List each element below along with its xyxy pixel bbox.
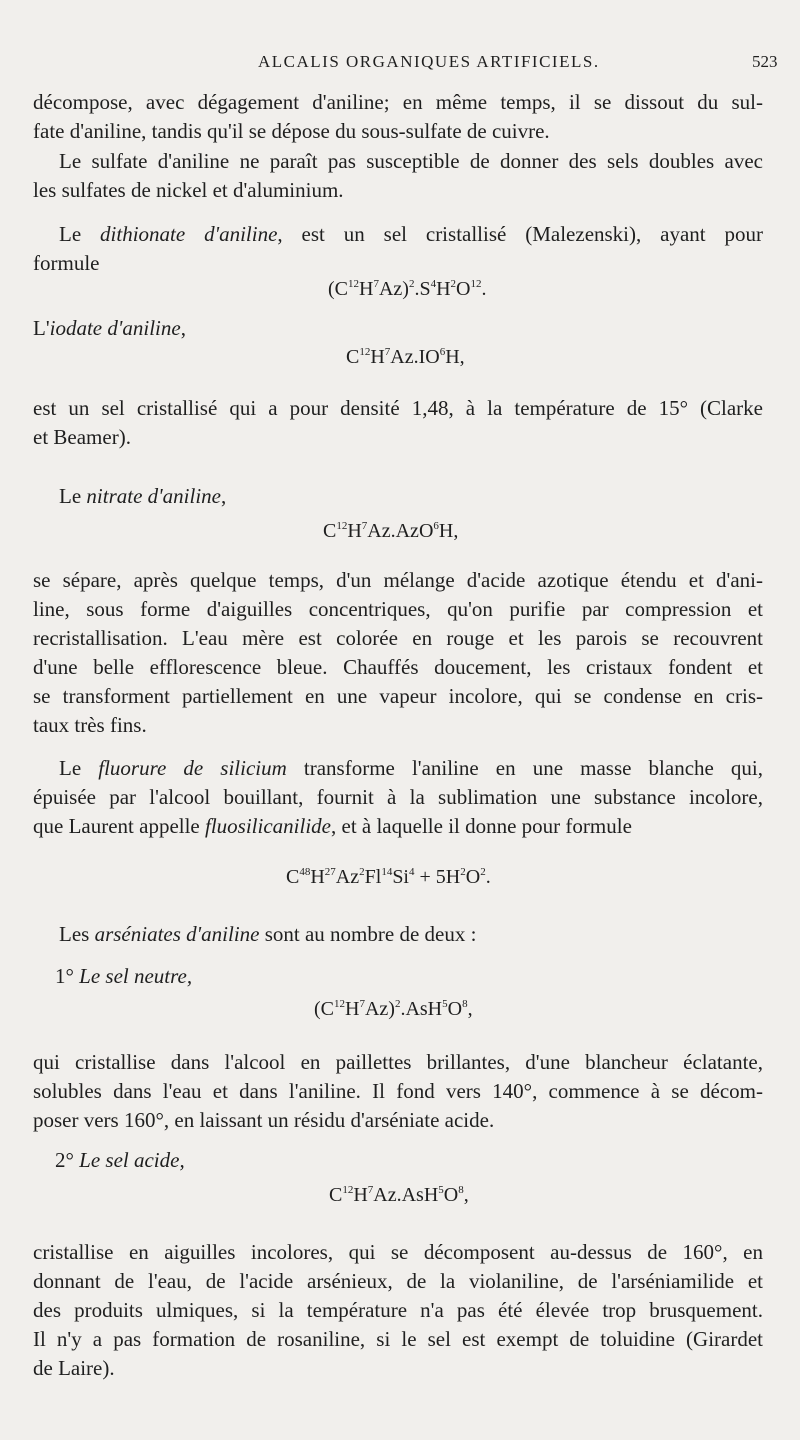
formula-sel-acide <box>329 1184 469 1207</box>
paragraph-iodate <box>33 314 763 343</box>
formula-index: 12 <box>334 998 345 1010</box>
text-line: line, sous forme d'aiguilles concentriques, qu'on purifie par compression et <box>33 597 763 621</box>
text-line: donnant de l'eau, de l'acide arsénieux, de la violaniline, de l'arséniamilide et <box>33 1269 763 1293</box>
formula-index: 2 <box>460 866 466 878</box>
formula-index: 7 <box>373 278 379 290</box>
formula-part: H <box>359 278 374 300</box>
heading-sel-acide <box>33 1146 763 1175</box>
formula-part: O <box>443 1184 459 1206</box>
formula-part: C <box>329 1184 343 1206</box>
text-line: recristallisation. L'eau mère est colorée en rouge et les parois se recouvrent <box>33 626 763 650</box>
formula-part: , <box>467 998 473 1020</box>
running-header <box>0 52 800 76</box>
formula-part: C <box>286 866 300 888</box>
formula-index: 7 <box>361 520 368 532</box>
paragraph-sel-acide-desc <box>33 1238 763 1383</box>
text-line <box>33 754 763 783</box>
text-line: des produits ulmiques, si la température n'a pas été élevée trop brusquement. <box>33 1298 763 1322</box>
text-line: épuisée par l'alcool bouillant, fournit à la sublimation une substance incolore, <box>33 785 763 809</box>
paragraph-iodate-desc <box>33 394 763 452</box>
formula-part: C <box>323 520 337 542</box>
compound-name: Le sel acide, <box>79 1148 185 1172</box>
formula-index: 12 <box>342 1184 354 1196</box>
formula-part: O <box>456 278 471 300</box>
compound-name: dithionate d'aniline <box>100 222 278 246</box>
formula-dithionate <box>328 278 486 301</box>
paragraph-dithionate <box>33 220 763 278</box>
formula-index: 4 <box>409 866 415 878</box>
formula-part: H <box>347 520 362 542</box>
formula-index: 12 <box>359 346 371 358</box>
paragraph-arseniates <box>33 920 763 949</box>
text-line: d'une belle efflorescence bleue. Chauffés doucement, les cristaux fondent et <box>33 655 763 679</box>
text-line: est un sel cristallisé qui a pour densité 1,48, à la température de 15° (Clarke <box>33 396 763 420</box>
paragraph-fluorure <box>33 754 763 841</box>
list-number: 1° <box>55 964 74 988</box>
text-run: , et à laquelle il donne pour formule <box>331 814 632 838</box>
formula-part: Az.IO <box>390 346 440 368</box>
paragraph-copper-sulfate <box>33 88 763 146</box>
formula-part: (C <box>328 278 348 300</box>
formula-part: H <box>370 346 385 368</box>
formula-index: 8 <box>462 998 468 1010</box>
compound-name: arséniates d'aniline <box>94 922 260 946</box>
formula-part: O <box>447 998 463 1020</box>
text-line: décompose, avec dégagement d'aniline; en même temps, il se dissout du sul- <box>33 90 763 114</box>
compound-name: iodate d'aniline <box>49 316 181 340</box>
formula-fluosilicanilide <box>286 866 491 889</box>
formula-index: 6 <box>439 346 446 358</box>
formula-part: .AsH <box>400 998 443 1020</box>
text-line <box>33 1146 763 1175</box>
text-line: se transforment partiellement en une vapeur incolore, qui se condense en cris- <box>33 684 763 708</box>
formula-index: 12 <box>470 278 482 290</box>
text-line: les sulfates de nickel et d'aluminium. <box>33 178 344 202</box>
text-line: se sépare, après quelque temps, d'un mélange d'acide azotique étendu et d'ani- <box>33 568 763 592</box>
formula-index: 6 <box>433 520 439 532</box>
formula-part: Az <box>335 866 360 888</box>
text-line: de Laire). <box>33 1356 115 1380</box>
text-run: Le <box>59 756 99 780</box>
formula-index: 12 <box>348 278 359 290</box>
formula-index: 2 <box>450 278 457 290</box>
text-run: , est un sel cristallisé (Malezenski), ayant pour <box>277 222 764 246</box>
formula-index: 8 <box>458 1184 464 1196</box>
formula-part: + 5H <box>414 866 461 888</box>
text-line: qui cristallise dans l'alcool en paillettes brillantes, d'une blancheur éclatante, <box>33 1050 763 1074</box>
text-run: , <box>180 316 186 340</box>
formula-part: Az.AzO <box>367 520 434 542</box>
formula-iodate <box>346 346 465 369</box>
text-line <box>33 812 763 841</box>
text-run: Les <box>59 922 95 946</box>
text-line <box>33 314 763 343</box>
paragraph-double-salts <box>33 147 763 205</box>
formula-part: (C <box>314 998 334 1020</box>
formula-index: 2 <box>359 866 365 878</box>
formula-part: H <box>436 278 451 300</box>
formula-index: 27 <box>324 866 336 878</box>
text-line <box>33 920 763 949</box>
text-line: cristallise en aiguilles incolores, qui se décomposent au-dessus de 160°, en <box>33 1240 763 1264</box>
formula-part: .S <box>414 278 431 300</box>
text-run: Le <box>59 484 87 508</box>
page-number: 523 <box>752 52 778 71</box>
text-run: que Laurent appelle <box>33 814 205 838</box>
formula-index: 48 <box>299 866 311 878</box>
formula-part: Az.AsH <box>373 1184 439 1206</box>
formula-part: , <box>463 1184 469 1206</box>
formula-nitrate <box>323 520 458 543</box>
formula-index: 2 <box>408 278 415 290</box>
text-line <box>33 220 763 249</box>
formula-sel-neutre <box>314 998 473 1021</box>
text-run: L' <box>33 316 50 340</box>
text-line <box>33 482 763 511</box>
formula-part: H, <box>438 520 459 542</box>
formula-index: 5 <box>438 1184 444 1196</box>
list-number: 2° <box>55 1148 74 1172</box>
text-run: Le <box>59 222 101 246</box>
formula-part: Az) <box>378 278 409 300</box>
compound-name: fluorure de silicium <box>98 756 287 780</box>
text-run: transforme l'aniline en une masse blanche qui, <box>286 756 764 780</box>
formula-part: . <box>481 278 487 300</box>
text-line: poser vers 160°, en laissant un résidu d'arséniate acide. <box>33 1108 495 1132</box>
formula-index: 5 <box>442 998 448 1010</box>
formula-index: 4 <box>430 278 437 290</box>
formula-part: Az) <box>364 998 395 1020</box>
formula-part: Si <box>392 866 409 888</box>
formula-part: H <box>310 866 325 888</box>
text-run: , <box>220 484 227 508</box>
formula-part: H, <box>445 346 465 368</box>
formula-index: 7 <box>384 346 391 358</box>
formula-part: Fl <box>364 866 382 888</box>
formula-part: H <box>353 1184 368 1206</box>
running-title: ALCALIS ORGANIQUES ARTIFICIELS. <box>258 52 600 71</box>
formula-index: 7 <box>359 998 365 1010</box>
paragraph-nitrate <box>33 482 763 511</box>
text-line: Le sulfate d'aniline ne paraît pas susceptible de donner des sels doubles avec <box>59 149 763 173</box>
text-line: fate d'aniline, tandis qu'il se dépose du sous-sulfate de cuivre. <box>33 119 550 143</box>
compound-name: nitrate d'aniline <box>86 484 221 508</box>
formula-part: O <box>465 866 481 888</box>
formula-index: 2 <box>394 998 401 1010</box>
formula-part: . <box>485 866 491 888</box>
text-run: sont au nombre de deux : <box>259 922 477 946</box>
paragraph-nitrate-desc <box>33 566 763 740</box>
compound-name: fluosilicanilide <box>205 814 331 838</box>
text-line: et Beamer). <box>33 425 131 449</box>
formula-index: 12 <box>336 520 348 532</box>
compound-name: Le sel neutre, <box>79 964 193 988</box>
text-line <box>33 962 763 991</box>
paragraph-sel-neutre-desc <box>33 1048 763 1135</box>
heading-sel-neutre <box>33 962 763 991</box>
text-line: solubles dans l'eau et dans l'aniline. Il fond vers 140°, commence à se décom- <box>33 1079 763 1103</box>
text-line: taux très fins. <box>33 713 147 737</box>
text-line: Il n'y a pas formation de rosaniline, si le sel est exempt de toluidine (Girardet <box>33 1327 763 1351</box>
formula-index: 14 <box>381 866 393 878</box>
formula-index: 2 <box>480 866 486 878</box>
formula-index: 7 <box>367 1184 374 1196</box>
formula-part: H <box>345 998 360 1020</box>
formula-part: C <box>346 346 360 368</box>
text-line: formule <box>33 251 100 275</box>
